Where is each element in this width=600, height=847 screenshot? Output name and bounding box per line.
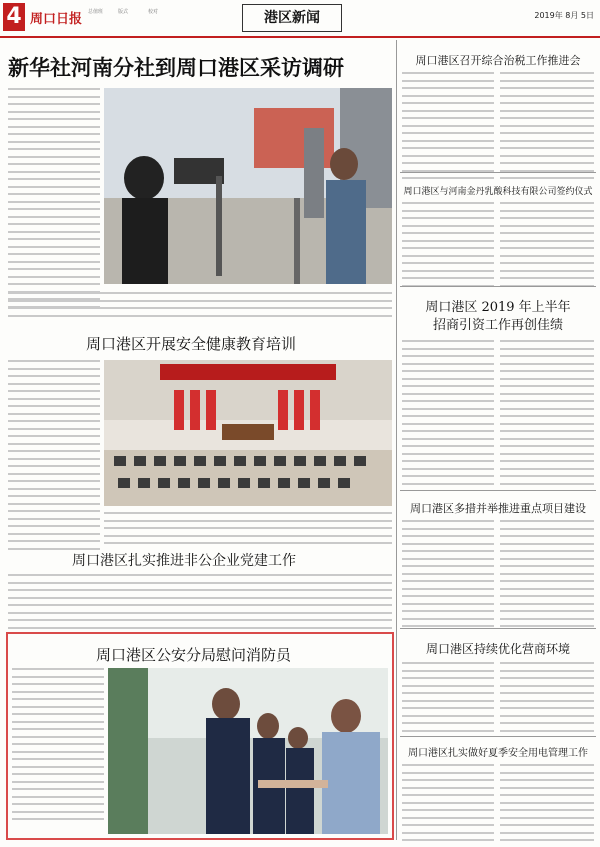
right-article-2-title: 周口港区与河南金丹乳酸科技有限公司签约仪式 <box>403 187 593 197</box>
right-article-6-text-b <box>500 764 594 847</box>
police-article-title: 周口港区公安分局慰问消防员 <box>96 646 292 664</box>
right-article-3-title-2: 招商引资工作再创佳绩 <box>432 318 563 333</box>
main-article-text-bottom <box>8 292 392 322</box>
divider <box>400 286 596 287</box>
right-article-5-text-b <box>500 662 594 737</box>
divider <box>400 628 596 629</box>
divider <box>400 736 596 737</box>
right-article-4-text-a <box>402 520 494 633</box>
safety-article-text <box>8 360 100 555</box>
right-article-3-text-a <box>402 340 494 490</box>
header-meta-1: 总值班 <box>88 9 104 15</box>
newspaper-logo: 周口日报 <box>30 12 83 27</box>
right-article-2-text-b <box>500 202 594 292</box>
column-divider <box>396 40 397 840</box>
safety-article-title: 周口港区开展安全健康教育培训 <box>86 335 297 353</box>
issue-date: 2019年 8月 5日 <box>534 11 594 20</box>
party-article-text <box>8 574 392 634</box>
right-article-2-text-a <box>402 202 494 292</box>
main-article-title: 新华社河南分社到周口港区采访调研 <box>8 55 344 80</box>
police-article-text <box>12 668 104 826</box>
right-article-1-title: 周口港区召开综合治税工作推进会 <box>415 54 581 67</box>
right-article-5-title: 周口港区持续优化营商环境 <box>425 642 570 656</box>
main-article-photo <box>104 88 392 284</box>
right-article-4-text-b <box>500 520 594 633</box>
right-article-3-title-1: 周口港区 2019 年上半年 <box>425 300 571 315</box>
right-article-3-text-b <box>500 340 594 490</box>
right-article-1-text-b <box>500 72 594 185</box>
header-meta-2: 版式 <box>118 9 129 15</box>
safety-article-text-bottom <box>104 512 392 550</box>
right-article-6-title: 周口港区扎实做好夏季安全用电管理工作 <box>408 748 588 759</box>
divider <box>400 172 596 173</box>
header-meta-3: 校对 <box>148 9 159 15</box>
police-article-photo <box>108 668 388 834</box>
right-article-5-text-a <box>402 662 494 737</box>
section-title: 港区新闻 <box>242 4 342 32</box>
page-header <box>0 0 600 38</box>
divider <box>400 490 596 491</box>
party-article-title: 周口港区扎实推进非公企业党建工作 <box>72 553 296 569</box>
right-article-4-title: 周口港区多措并举推进重点项目建设 <box>410 502 586 515</box>
main-article-text <box>8 88 100 313</box>
safety-article-photo <box>104 360 392 506</box>
page-number: 4 <box>3 3 25 31</box>
right-article-1-text-a <box>402 72 494 185</box>
right-article-6-text-a <box>402 764 494 847</box>
